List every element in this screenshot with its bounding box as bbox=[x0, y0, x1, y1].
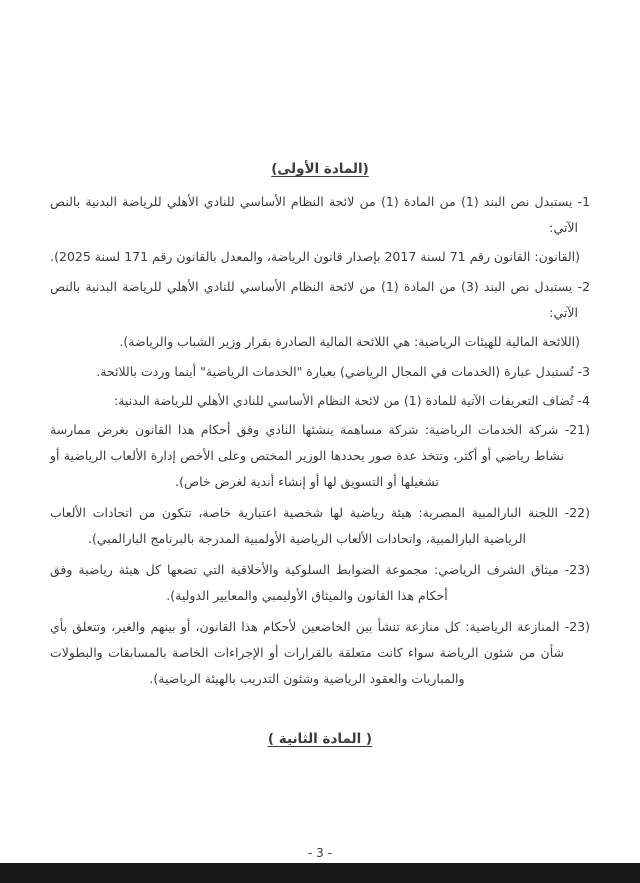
document-content bbox=[50, 156, 590, 759]
article-one-title: (المادة الأولى) bbox=[271, 161, 369, 177]
clause-2-continuation: الآتي: bbox=[549, 305, 578, 320]
financial-regulation-note: (اللائحة المالية للهيئات الرياضية: هي اللائحة المالية الصادرة بقرار وزير الشباب والرياضة). bbox=[119, 334, 580, 349]
definition-22-paralympic-committee: (22- اللجنة البارالمبية المصرية: هيئة رياضية لها شخصية اعتبارية خاصة، تتكون من اتحادات الألعاب الرياضية البارالمبية، واتحادات الألعاب الرياضية الأولمبية المدرجة بالبرنامج البارالمبي). bbox=[50, 505, 590, 546]
page-number: - 3 - bbox=[308, 846, 332, 860]
clause-1-continuation: الآتي: bbox=[549, 220, 578, 235]
definition-23-sports-honor-charter: (23- ميثاق الشرف الرياضي: مجموعة الضوابط السلوكية والأخلاقية التي تضعها كل هيئة رياضية وفق أحكام هذا القانون والميثاق الأوليمبي والمعايير الدولية). bbox=[50, 562, 590, 603]
definition-23-sports-dispute: (23- المنازعة الرياضية: كل منازعة تنشأ بين الخاضعين لأحكام هذا القانون، أو بينهم والغير، وتتعلق بأي شأن من شئون الرياضة سواء كانت متعلقة بالقرارات أو الإجراءات الخاصة بالمسابقات والبطولات والمباريات والعقود الرياضية وشئون التدريب بالهيئة الرياضية). bbox=[50, 619, 590, 686]
clause-4-text: 4- تُضاف التعريفات الآتية للمادة (1) من لائحة النظام الأساسي للنادي الأهلي للرياضة البدنية: bbox=[113, 393, 590, 408]
article-two-title: ( المادة الثانية ) bbox=[267, 731, 373, 747]
bottom-dark-strip bbox=[0, 863, 640, 883]
clause-2-text: 2- يستبدل نص البند (3) من المادة (1) من لائحة النظام الأساسي للنادي الأهلي للرياضة البدنية بالنص bbox=[50, 279, 591, 294]
clause-1-text: 1- يستبدل نص البند (1) من المادة (1) من لائحة النظام الأساسي للنادي الأهلي للرياضة البدنية بالنص bbox=[50, 194, 591, 209]
law-reference-note: (القانون: القانون رقم 71 لسنة 2017 بإصدار قانون الرياضة، والمعدل بالقانون رقم 171 لسنة 2025). bbox=[50, 249, 580, 264]
definition-21-sports-services-company: (21- شركة الخدمات الرياضية: شركة مساهمة ينشئها النادي وفق أحكام هذا القانون بغرض ممارسة نشاط رياضي أو أكثر، وتتخذ عدة صور يحددها الوزير المختص وعلى الأخص إدارة الألعاب الرياضية أو تشغيلها أو التسويق لها أو إنشاء أندية لغرض خاص). bbox=[50, 422, 590, 489]
clause-3-text: 3- تُستبدل عبارة (الخدمات في المجال الرياضي) بعبارة "الخدمات الرياضية" أينما وردت باللائحة. bbox=[96, 364, 590, 379]
